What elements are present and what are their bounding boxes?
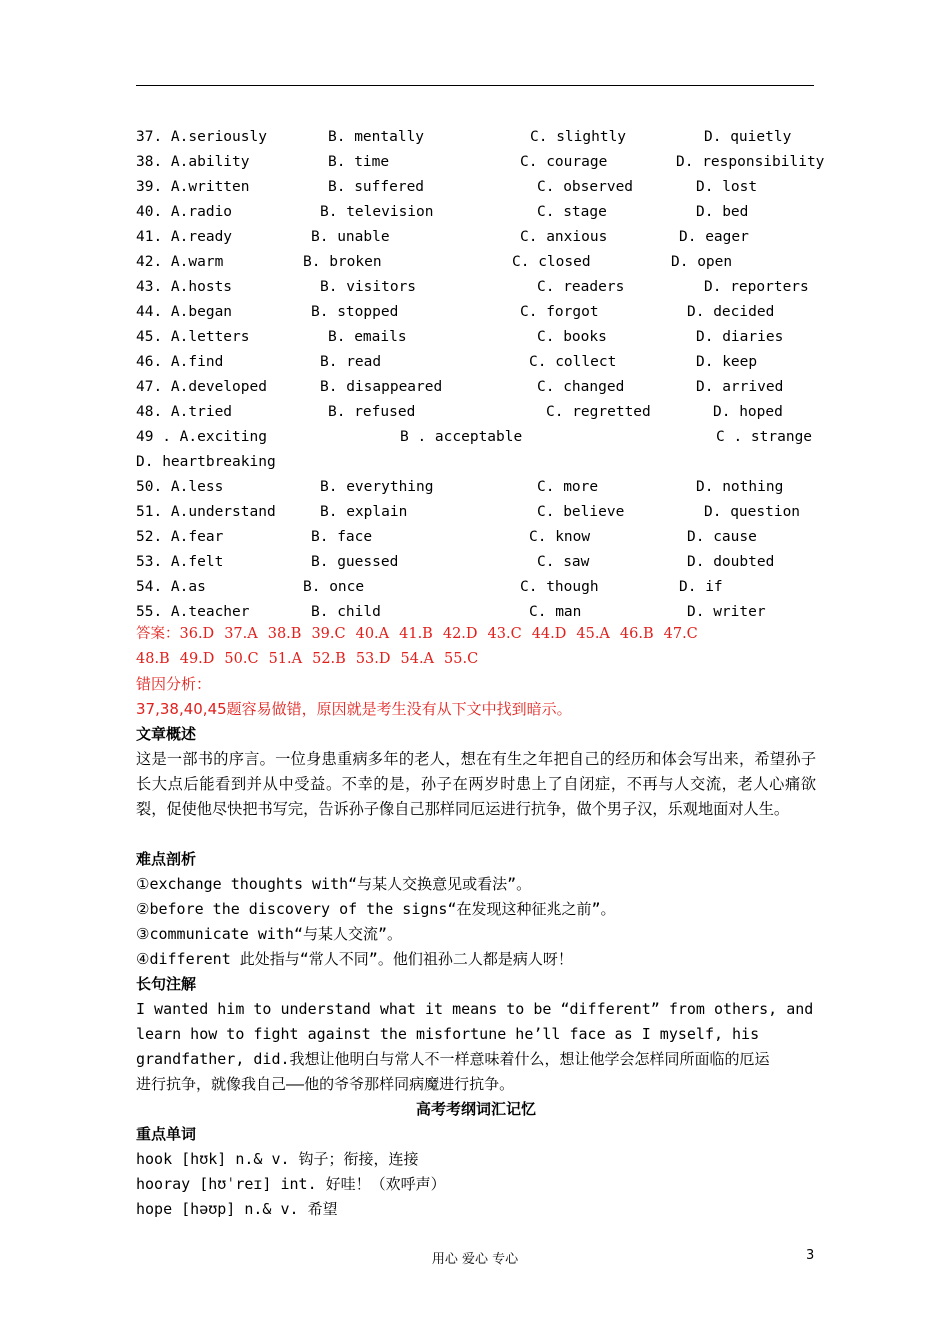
question-option-b: B. unable bbox=[311, 229, 390, 245]
question-option-b: B. guessed bbox=[311, 554, 399, 570]
error-analysis-title: 错因分析： bbox=[136, 675, 212, 693]
answer-token: 49.D bbox=[179, 651, 215, 667]
footer-text: 用心 爱心 专心 bbox=[431, 1252, 519, 1267]
question-row bbox=[136, 150, 825, 175]
question-option-d: D. question bbox=[704, 504, 801, 520]
question-option-b: B. once bbox=[303, 579, 365, 595]
question-row bbox=[136, 575, 816, 600]
question-option-b: B. face bbox=[311, 529, 373, 545]
question-option-b: B. time bbox=[328, 154, 390, 170]
question-row bbox=[136, 525, 816, 550]
question-option-c: C . strange bbox=[716, 429, 813, 445]
question-option-a: 55. A.teacher bbox=[136, 604, 250, 620]
question-option-b: B. stopped bbox=[311, 304, 399, 320]
question-option-d: D. doubted bbox=[687, 554, 775, 570]
summary-title: 文章概述 bbox=[136, 725, 197, 743]
question-row bbox=[136, 550, 816, 575]
question-option-c: C. slightly bbox=[530, 129, 627, 145]
question-option-a: 49 . A.exciting bbox=[136, 429, 267, 445]
question-option-b: B. television bbox=[320, 204, 434, 220]
summary-text: 这是一部书的序言。一位身患重病多年的老人，想在有生之年把自己的经历和体会写出来，希望孙子长大点后能看到并从中受益。不幸的是，孙子在两岁时患上了自闭症，不再与人交流，老人心痛欲裂，促使他尽快把书写完，告诉孙子像自己那样同厄运进行抗争，做个男子汉，乐观地面对人生。 bbox=[136, 750, 816, 818]
difficulty-item: ④different 此处指与“常人不同”。他们祖孙二人都是病人呀！ bbox=[136, 950, 573, 968]
question-option-d: D. nothing bbox=[696, 479, 784, 495]
question-option-b: B. child bbox=[311, 604, 381, 620]
question-option-d: D. lost bbox=[696, 179, 758, 195]
answer-token: 45.A bbox=[576, 626, 610, 642]
long-sentence-line: learn how to fight against the misfortune he’ll face as I myself, his bbox=[136, 1025, 760, 1043]
answer-token: 36.D bbox=[179, 626, 215, 642]
long-sentence-line: grandfather, did.我想让他明白与常人不一样意味着什么，想让他学会怎样同所面临的厄运 bbox=[136, 1050, 770, 1068]
difficulty-item: ①exchange thoughts with“与某人交换意见或看法”。 bbox=[136, 875, 532, 893]
question-row bbox=[136, 200, 816, 225]
question-option-b: B . acceptable bbox=[400, 429, 523, 445]
answer-token: 55.C bbox=[444, 651, 479, 667]
long-sentence-title: 长句注解 bbox=[136, 975, 197, 993]
question-row bbox=[136, 175, 816, 200]
question-option-c: C. readers bbox=[537, 279, 625, 295]
question-option-a: 40. A.radio bbox=[136, 204, 233, 220]
long-sentence-line: 进行抗争，就像我自己——他的爷爷那样同病魔进行抗争。 bbox=[136, 1075, 515, 1093]
question-option-a: 50. A.less bbox=[136, 479, 224, 495]
question-option-c: C. though bbox=[520, 579, 599, 595]
question-option-b: B. read bbox=[320, 354, 382, 370]
question-option-c: C. collect bbox=[529, 354, 617, 370]
answer-line-2 bbox=[136, 647, 826, 672]
vocab-title: 重点单词 bbox=[136, 1125, 197, 1143]
question-option-d: D. responsibility bbox=[676, 154, 825, 170]
question-option-b: B. refused bbox=[328, 404, 416, 420]
question-option-a: 41. A.ready bbox=[136, 229, 233, 245]
question-option-a: 48. A.tried bbox=[136, 404, 233, 420]
question-row bbox=[136, 275, 816, 300]
question-option-a: 51. A.understand bbox=[136, 504, 276, 520]
answer-token: 39.C bbox=[311, 626, 346, 642]
question-option-a: 52. A.fear bbox=[136, 529, 224, 545]
difficulty-item: ②before the discovery of the signs“在发现这种征兆之前”。 bbox=[136, 900, 616, 918]
question-option-c: C. believe bbox=[537, 504, 625, 520]
question-option-b: B. everything bbox=[320, 479, 434, 495]
answer-token: 40.A bbox=[355, 626, 390, 642]
question-row bbox=[136, 300, 816, 325]
question-option-c: C. know bbox=[529, 529, 591, 545]
answer-line-1 bbox=[136, 622, 826, 647]
answer-label: 答案： bbox=[136, 626, 180, 642]
question-option-d: D. open bbox=[671, 254, 733, 270]
header-rule bbox=[136, 85, 814, 86]
question-option-d: D. arrived bbox=[696, 379, 784, 395]
question-row bbox=[136, 450, 816, 475]
vocab-heading: 高考考纲词汇记忆 bbox=[415, 1100, 536, 1118]
question-option-d: D. hoped bbox=[713, 404, 783, 420]
question-row bbox=[136, 425, 816, 450]
question-option-d: D. eager bbox=[679, 229, 749, 245]
question-row bbox=[136, 350, 816, 375]
question-option-d: D. cause bbox=[687, 529, 757, 545]
question-option-c: C. observed bbox=[537, 179, 634, 195]
question-option-d: D. diaries bbox=[696, 329, 784, 345]
question-option-a: 39. A.written bbox=[136, 179, 250, 195]
vocab-item: hook [hʊk] n.& v. 钩子；衔接，连接 bbox=[136, 1150, 419, 1168]
answer-token: 41.B bbox=[399, 626, 433, 642]
question-option-a: 47. A.developed bbox=[136, 379, 267, 395]
question-row bbox=[136, 250, 816, 275]
question-option-d: D. bed bbox=[696, 204, 749, 220]
question-option-d: D. if bbox=[679, 579, 723, 595]
page-number: 3 bbox=[806, 1248, 815, 1263]
answer-token: 47.C bbox=[663, 626, 698, 642]
question-option-b: B. mentally bbox=[328, 129, 425, 145]
question-option-d: D. keep bbox=[696, 354, 758, 370]
question-option-d: D. quietly bbox=[704, 129, 792, 145]
answer-token: 43.C bbox=[487, 626, 522, 642]
error-analysis-text: 37,38,40,45题容易做错，原因就是考生没有从下文中找到暗示。 bbox=[136, 700, 572, 718]
question-option-a: 43. A.hosts bbox=[136, 279, 233, 295]
vocab-item: hooray [hʊˈreɪ] int. 好哇！（欢呼声） bbox=[136, 1175, 446, 1193]
question-option-c: C. saw bbox=[537, 554, 590, 570]
question-row bbox=[136, 225, 816, 250]
question-option-c: C. forgot bbox=[520, 304, 599, 320]
answer-token: 38.B bbox=[267, 626, 302, 642]
question-option-a: 37. A.seriously bbox=[136, 129, 267, 145]
question-option-b: B. visitors bbox=[320, 279, 417, 295]
difficulties-title: 难点剖析 bbox=[136, 850, 197, 868]
answer-token: 48.B bbox=[136, 651, 170, 667]
answer-token: 54.A bbox=[400, 651, 435, 667]
question-option-a: 54. A.as bbox=[136, 579, 206, 595]
answer-token: 50.C bbox=[224, 651, 259, 667]
question-option-b: B. emails bbox=[328, 329, 407, 345]
question-option-d: D. reporters bbox=[704, 279, 809, 295]
question-option-d: D. decided bbox=[687, 304, 775, 320]
question-row bbox=[136, 500, 816, 525]
answer-token: 42.D bbox=[442, 626, 478, 642]
long-sentence-line: I wanted him to understand what it means to be “different” from others, and bbox=[136, 1000, 814, 1018]
question-option-a: 53. A.felt bbox=[136, 554, 224, 570]
question-option-a: 42. A.warm bbox=[136, 254, 224, 270]
question-option-b: B. explain bbox=[320, 504, 408, 520]
question-option-c: C. closed bbox=[512, 254, 591, 270]
question-row bbox=[136, 375, 816, 400]
question-row bbox=[136, 325, 816, 350]
question-option-a: 46. A.find bbox=[136, 354, 224, 370]
answer-token: 44.D bbox=[531, 626, 567, 642]
question-option-c: C. changed bbox=[537, 379, 625, 395]
vocab-item: hope [həʊp] n.& v. 希望 bbox=[136, 1200, 338, 1218]
question-option-d: D. writer bbox=[687, 604, 766, 620]
question-row bbox=[136, 125, 816, 150]
question-option-a: 45. A.letters bbox=[136, 329, 250, 345]
difficulty-item: ③communicate with“与某人交流”。 bbox=[136, 925, 403, 943]
question-option-c: C. man bbox=[529, 604, 582, 620]
question-row bbox=[136, 400, 816, 425]
question-option-c: C. anxious bbox=[520, 229, 608, 245]
question-option-c: C. more bbox=[537, 479, 599, 495]
question-option-a: 44. A.began bbox=[136, 304, 233, 320]
question-option-c: C. courage bbox=[520, 154, 608, 170]
question-option-b: B. broken bbox=[303, 254, 382, 270]
question-option-c: C. stage bbox=[537, 204, 607, 220]
question-option-c: C. books bbox=[537, 329, 607, 345]
question-option-c: C. regretted bbox=[546, 404, 651, 420]
answer-token: 46.B bbox=[619, 626, 654, 642]
question-option-a: 38. A.ability bbox=[136, 154, 250, 170]
question-option-b: B. disappeared bbox=[320, 379, 443, 395]
answer-token: 37.A bbox=[224, 626, 258, 642]
question-option-a: D. heartbreaking bbox=[136, 454, 276, 470]
question-option-b: B. suffered bbox=[328, 179, 425, 195]
answer-token: 52.B bbox=[312, 651, 346, 667]
answer-token: 51.A bbox=[268, 651, 303, 667]
answer-token: 53.D bbox=[355, 651, 391, 667]
question-row bbox=[136, 475, 816, 500]
